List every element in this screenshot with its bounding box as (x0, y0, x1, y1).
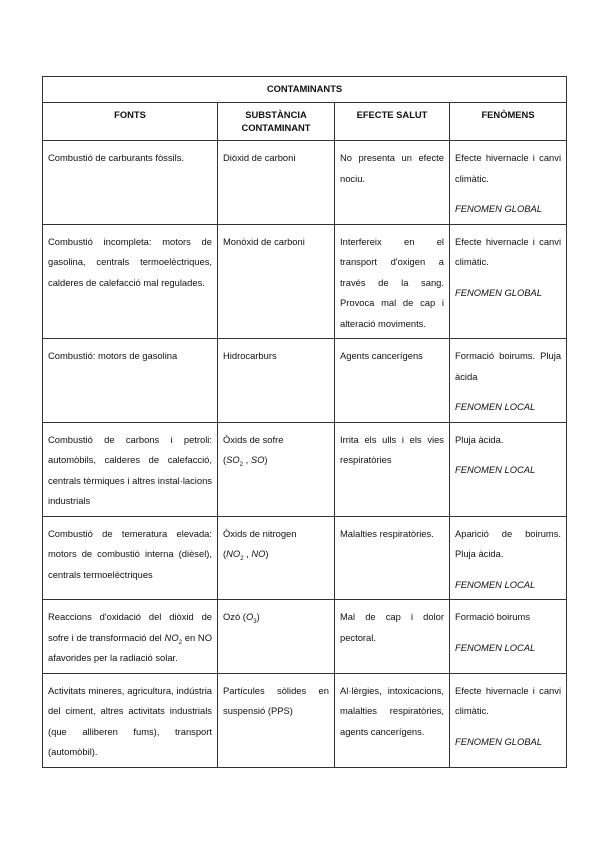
fenomen-scope: FENOMEN LOCAL (455, 401, 536, 412)
substancia-name: Ozó (223, 611, 241, 622)
fenomen-scope: FENOMEN LOCAL (455, 641, 536, 653)
table-row (43, 224, 567, 339)
cell-fenomens (450, 600, 567, 674)
fenomens-text: Efecte hivernacle i canvi climàtic. (455, 152, 562, 184)
cell-substancia: Òxids de sofre ($SO_2$ , SO) (218, 422, 335, 516)
fenomen-scope: FENOMEN GLOBAL (455, 203, 542, 214)
table-title: CONTAMINANTS (43, 77, 567, 103)
cell-fonts: Combustió de temeratura elevada: motors de combustió interna (dièsel), centrals termoelèctriques (43, 516, 218, 600)
cell-efecte: Agents cancerígens (335, 339, 450, 423)
fenomen-scope: FENOMEN GLOBAL (455, 286, 542, 298)
contaminants-table (42, 76, 567, 768)
fenomen-scope: FENOMEN GLOBAL (455, 735, 542, 747)
cell-substancia: Hidrocarburs (218, 339, 335, 423)
fenomens-text: Formació boirums (455, 611, 531, 622)
cell-substancia: Òxids de nitrogen ($NO_2$ , NO) (218, 516, 335, 600)
substancia-name: Òxids de nitrogen (223, 527, 297, 539)
fenomens-text: Efecte hivernacle i canvi climàtic. (455, 235, 562, 267)
fonts-text-pre: Reaccions d'oxidació del diòxid de sofre i de transformació del (48, 611, 212, 643)
cell-efecte: Interfereix en el transport d'oxigen a través de la sang. Provoca mal de cap i alteració moviments. (335, 224, 450, 339)
fenomens-text: Formació boirums. Pluja àcida (455, 350, 562, 382)
header-fenomens: FENÒMENS (450, 103, 567, 141)
fenomens-text: Pluja àcida. (455, 433, 504, 445)
table-title-row (43, 77, 567, 103)
cell-fonts: Combustió de carbons i petroli: automòbils, calderes de calefacció, centrals tèrmiques i altres instal·lacions industrials (43, 422, 218, 516)
formula-a-sub: 2 (239, 461, 244, 468)
table-row (43, 516, 567, 600)
substancia-name: Òxids de sofre (223, 433, 284, 445)
cell-fenomens (450, 422, 567, 516)
cell-efecte: No presenta un efecte nociu. (335, 141, 450, 225)
ozo-formula-sub: 3 (253, 618, 257, 625)
cell-efecte: Malalties respiratòries. (335, 516, 450, 600)
table-row (43, 422, 567, 516)
formula-sep: , (243, 548, 252, 559)
cell-substancia: Partícules sòlides en suspensió (PPS) (218, 673, 335, 767)
cell-fenomens (450, 673, 567, 767)
cell-fenomens (450, 516, 567, 600)
table-row (43, 141, 567, 225)
fenomens-text: Efecte hivernacle i canvi climàtic. (455, 684, 562, 716)
cell-fenomens (450, 141, 567, 225)
cell-fonts: Combustió incompleta: motors de gasolina, centrals termoelèctriques, calderes de calefacció mal regulades. (43, 224, 218, 339)
cell-fonts: Combustió de carburants fòssils. (43, 141, 218, 225)
fonts-formula: NO (164, 631, 179, 643)
fenomen-scope: FENOMEN LOCAL (455, 464, 536, 475)
fenomen-scope: FENOMEN LOCAL (455, 578, 536, 590)
ozo-formula: O (245, 611, 254, 622)
formula-a: NO (226, 548, 241, 559)
cell-efecte: Al·lèrgies, intoxicacions, malalties respiratòries, agents cancerígens. (335, 673, 450, 767)
header-row (43, 103, 567, 141)
cell-substancia: Ozó $(O_3)$ (218, 600, 335, 674)
formula-sep: , (243, 454, 251, 465)
fonts-text-post: en NO afavorides per la radiació solar. (48, 631, 212, 663)
table-row (43, 673, 567, 767)
cell-substancia: Monòxid de carboni (218, 224, 335, 339)
formula-b: NO (251, 548, 266, 559)
cell-fenomens (450, 339, 567, 423)
formula-a: SO (226, 454, 240, 465)
cell-fonts: Activitats mineres, agricultura, indústria del ciment, altres activitats industrials (que alliberen fums), transport (automòbil). (43, 673, 218, 767)
cell-efecte: Irrita els ulls i els vies respiratòries (335, 422, 450, 516)
fenomens-text: Aparició de boirums. Pluja àcida. (455, 527, 562, 559)
cell-fenomens (450, 224, 567, 339)
cell-substancia: Diòxid de carboni (218, 141, 335, 225)
header-efecte: EFECTE SALUT (335, 103, 450, 141)
formula-a-sub: 2 (240, 555, 244, 562)
cell-fonts (43, 600, 218, 674)
header-substancia: SUBSTÀNCIA CONTAMINANT (218, 103, 335, 141)
fonts-formula-sub: 2 (178, 639, 182, 646)
cell-fonts: Combustió: motors de gasolina (43, 339, 218, 423)
formula-b: SO (250, 454, 265, 465)
table-row (43, 339, 567, 423)
cell-efecte: Mal de cap i dolor pectoral. (335, 600, 450, 674)
table-row (43, 600, 567, 674)
header-fonts: FONTS (43, 103, 218, 141)
